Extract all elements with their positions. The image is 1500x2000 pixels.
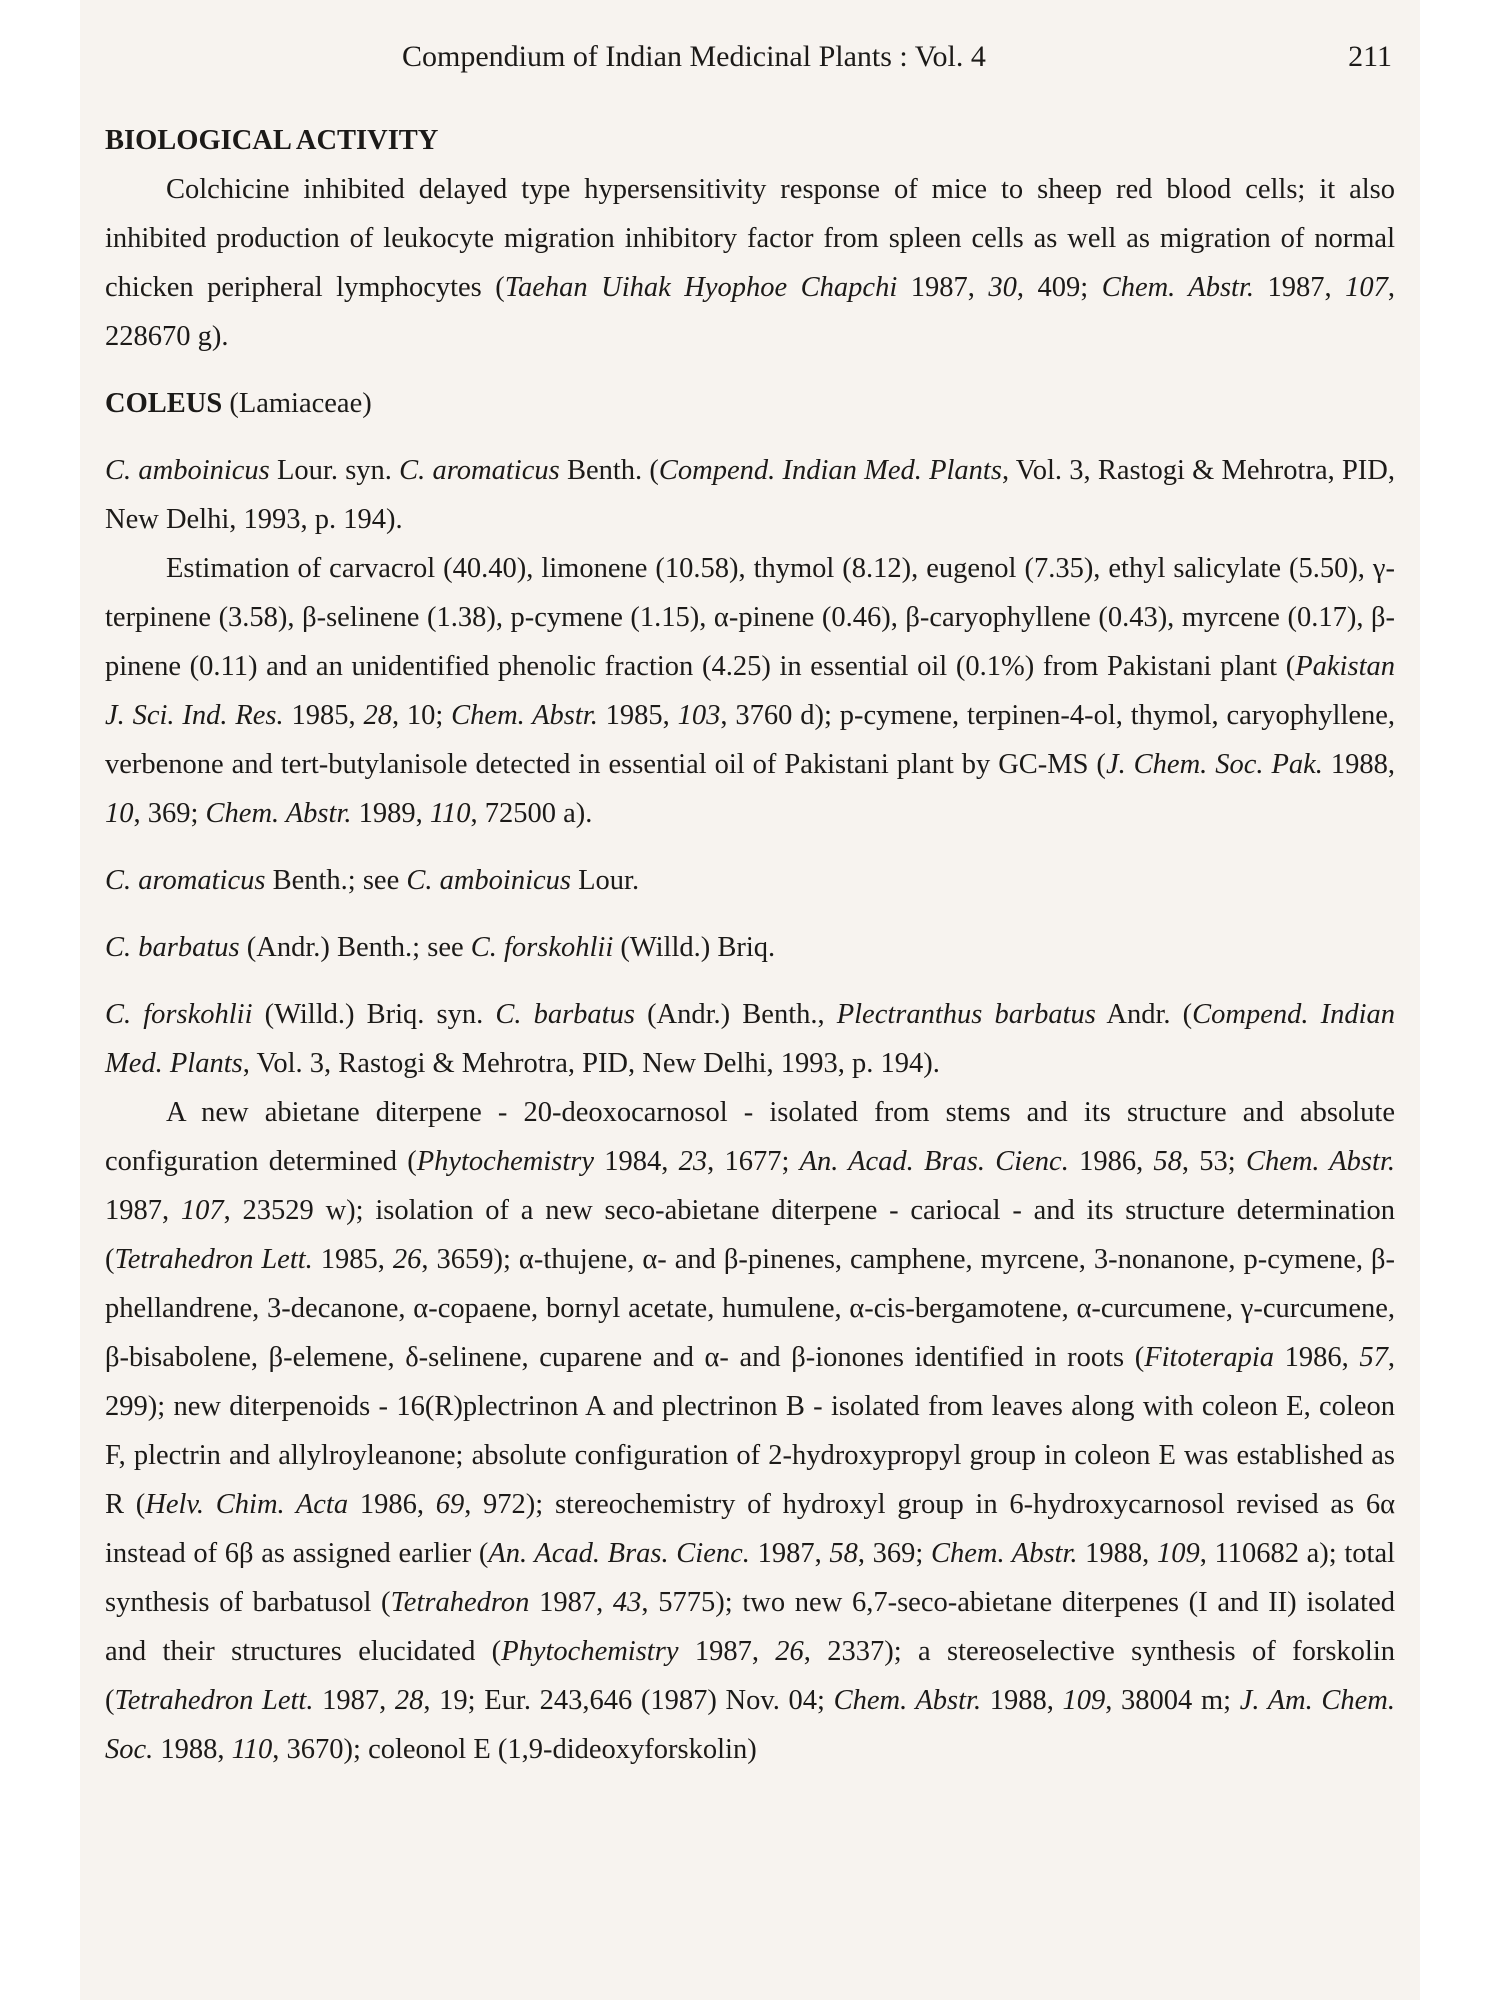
paragraph-diterpene: A new abietane diterpene - 20-deoxocarnosol - isolated from stems and its structure and absolute configuration determined (Phytochemistry 1984, 23, 1677; An. Acad. Bras. Cienc. 1986, 58, 53; Chem. Abstr. 1987, 107, 23529 w); isolation of a new seco-abietane diterpene - cariocal - and its structure determination (Tetrahedron Lett. 1985, 26, 3659); α-thujene, α- and β-pinenes, camphene, myrcene, 3-nonanone, p-cymene, β-phellandrene, 3-decanone, α-copaene, bornyl acetate, humulene, α-cis-bergamotene, α-curcumene, γ-curcumene, β-bisabolene, β-elemene, δ-selinene, cuparene and α- and β-ionones identified in roots (Fitoterapia 1986, 57, 299); new diterpenoids - 16(R)plectrinon A and plectrinon B - isolated from leaves along with coleon E, coleon F, plectrin and allylroyleanone; absolute configuration of 2-hydroxypropyl group in coleon E was established as R (Helv. Chim. Acta 1986, 69, 972); stereochemistry of hydroxyl group in 6-hydroxycarnosol revised as 6α instead of 6β as assigned earlier (An. Acad. Bras. Cienc. 1987, 58, 369; Chem. Abstr. 1988, 109, 110682 a); total synthesis of barbatusol (Tetrahedron 1987, 43, 5775); two new 6,7-seco-abietane diterpenes (I and II) isolated and their structures elucidated (Phytochemistry 1987, 26, 2337); a stereoselective synthesis of forskolin (Tetrahedron Lett. 1987, 28, 19; Eur. 243,646 (1987) Nov. 04; Chem. Abstr. 1988, 109, 38004 m; J. Am. Chem. Soc. 1988, 110, 3670); coleonol E (1,9-dideoxyforskolin) bbox=[105, 1097, 1396, 1765]
paragraph-colchicine: Colchicine inhibited delayed type hypersensitivity response of mice to sheep red blood cells; it also inhibited production of leukocyte migration inhibitory factor from spleen cells as well as migration of normal chicken peripheral lymphocytes (Taehan Uihak Hyophoe Chapchi 1987, 30, 409; Chem. Abstr. 1987, 107, 228670 g). bbox=[105, 174, 1396, 352]
page-header bbox=[80, 40, 1420, 84]
section-heading-coleus: COLEUS (Lamiaceae) bbox=[105, 388, 372, 419]
family-name: (Lamiaceae) bbox=[229, 388, 372, 419]
paragraph-estimation: Estimation of carvacrol (40.40), limonene (10.58), thymol (8.12), eugenol (7.35), ethyl salicylate (5.50), γ-terpinene (3.58), β-selinene (1.38), p-cymene (1.15), α-pinene (0.46), β-caryophyllene (0.43), myrcene (0.17), β-pinene (0.11) and an unidentified phenolic fraction (4.25) in essential oil (0.1%) from Pakistani plant (Pakistan J. Sci. Ind. Res. 1985, 28, 10; Chem. Abstr. 1985, 103, 3760 d); p-cymene, terpinen-4-ol, thymol, caryophyllene, verbenone and tert-butylanisole detected in essential oil of Pakistani plant by GC-MS (J. Chem. Soc. Pak. 1988, 10, 369; Chem. Abstr. 1989, 110, 72500 a). bbox=[105, 553, 1396, 829]
entry-c-amboinicus: C. amboinicus Lour. syn. C. aromaticus Benth. (Compend. Indian Med. Plants, Vol. 3, Rastogi & Mehrotra, PID, New Delhi, 1993, p. 194). bbox=[105, 455, 1395, 535]
section-heading-biological-activity: BIOLOGICAL ACTIVITY bbox=[105, 125, 439, 156]
running-title: Compendium of Indian Medicinal Plants : Vol. 4 bbox=[402, 40, 986, 73]
entry-c-forskohlii: C. forskohlii (Willd.) Briq. syn. C. barbatus (Andr.) Benth., Plectranthus barbatus Andr. (Compend. Indian Med. Plants, Vol. 3, Rastogi & Mehrotra, PID, New Delhi, 1993, p. 194). bbox=[105, 999, 1396, 1079]
entry-c-barbatus: C. barbatus (Andr.) Benth.; see C. forskohlii (Willd.) Briq. bbox=[105, 932, 776, 963]
page-content bbox=[105, 116, 1395, 1774]
page-number: 211 bbox=[1348, 40, 1392, 73]
document-page bbox=[80, 0, 1420, 2000]
entry-c-aromaticus: C. aromaticus Benth.; see C. amboinicus Lour. bbox=[105, 865, 640, 896]
